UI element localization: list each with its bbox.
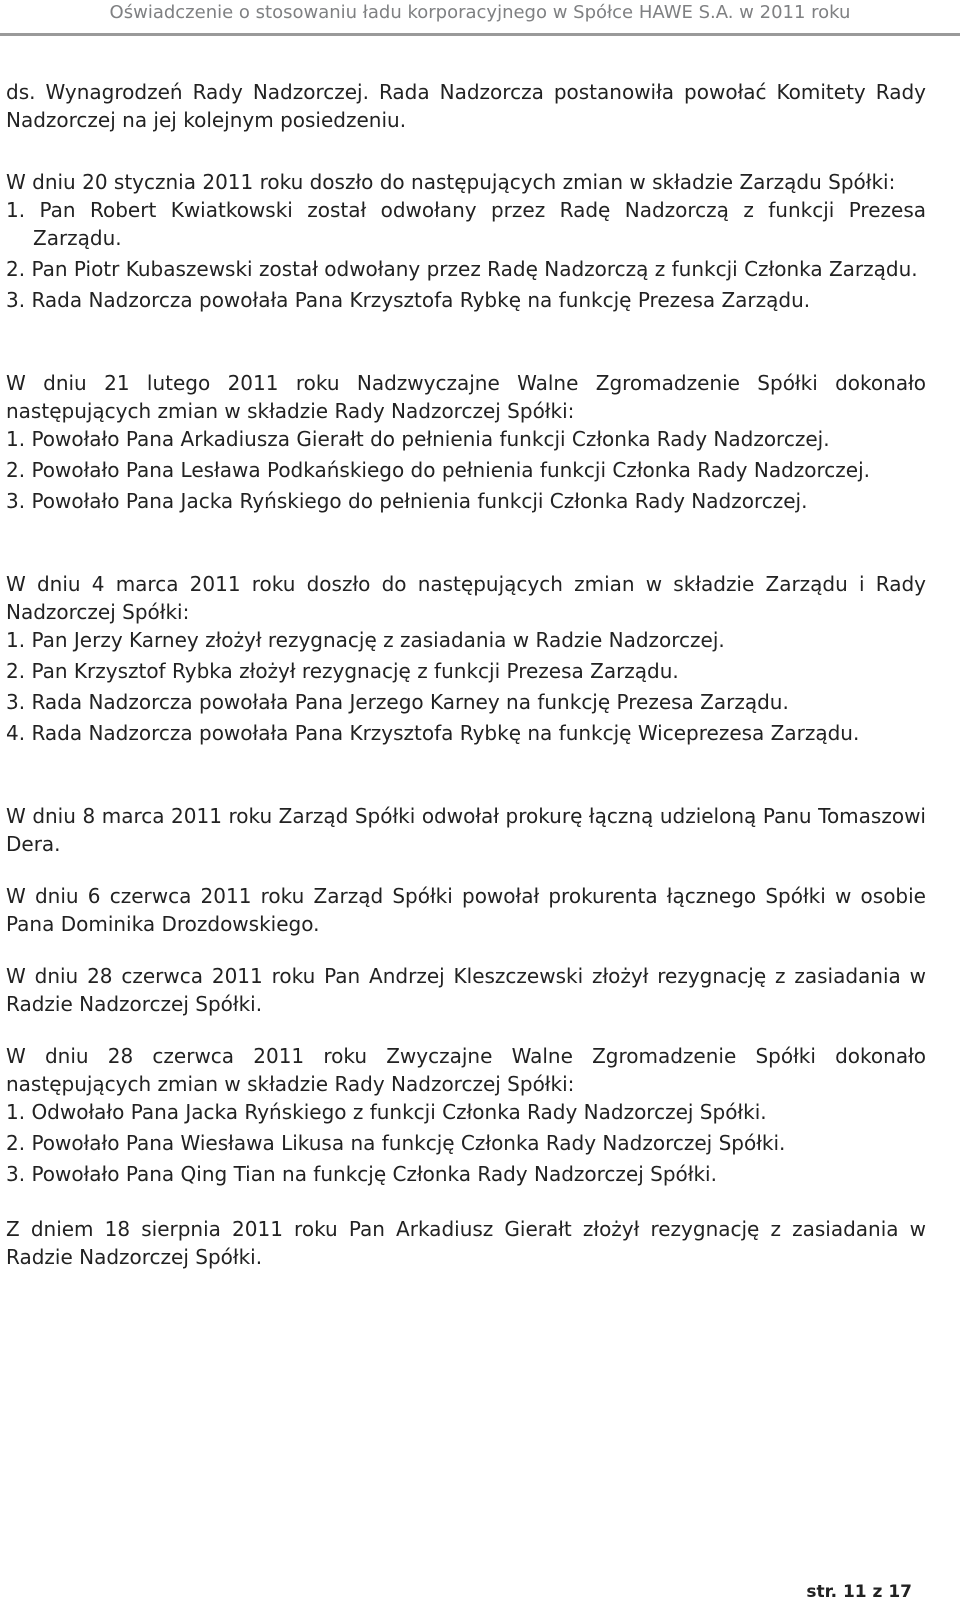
section-agm-changes-june: [6, 1042, 926, 1188]
list-item: 2. Powołało Pana Lesława Podkańskiego do pełnienia funkcji Członka Rady Nadzorczej.: [6, 458, 871, 482]
paragraph-resignation-june: W dniu 28 czerwca 2011 roku Pan Andrzej Kleszczewski złożył rezygnację z zasiadania w Radzie Nadzorczej Spółki.: [6, 964, 926, 1016]
paragraph-proxy-appointed: W dniu 6 czerwca 2011 roku Zarząd Spółki powołał prokurenta łącznego Spółki w osobie Pana Dominika Drozdowskiego.: [6, 884, 926, 936]
section-changes-march: [6, 570, 926, 747]
paragraph-resignation-august: Z dniem 18 sierpnia 2011 roku Pan Arkadiusz Gierałt złożył rezygnację z zasiadania w Radzie Nadzorczej Spółki.: [6, 1217, 926, 1269]
paragraph-remuneration-committee: ds. Wynagrodzeń Rady Nadzorczej. Rada Nadzorcza postanowiła powołać Komitety Rady Nadzorczej na jej kolejnym posiedzeniu.: [6, 80, 926, 132]
document-body: [6, 78, 926, 1271]
list-item: 2. Pan Krzysztof Rybka złożył rezygnację z funkcji Prezesa Zarządu.: [6, 659, 679, 683]
section-board-changes-feb: [6, 369, 926, 515]
list-item: 3. Rada Nadzorcza powołała Pana Jerzego Karney na funkcję Prezesa Zarządu.: [6, 690, 789, 714]
page-number: str. 11 z 17: [806, 1582, 912, 1602]
list-item: 1. Powołało Pana Arkadiusza Gierałt do pełnienia funkcji Członka Rady Nadzorczej.: [6, 427, 830, 451]
list-item: 1. Odwołało Pana Jacka Ryńskiego z funkcji Członka Rady Nadzorczej Spółki.: [6, 1100, 767, 1124]
section-management-changes-jan: [6, 168, 926, 314]
section-intro: W dniu 21 lutego 2011 roku Nadzwyczajne Walne Zgromadzenie Spółki dokonało następujących zmian w składzie Rady Nadzorczej Spółki:: [6, 371, 926, 423]
list-item: 2. Pan Piotr Kubaszewski został odwołany przez Radę Nadzorczą z funkcji Członka Zarządu.: [6, 257, 918, 281]
section-intro: W dniu 20 stycznia 2011 roku doszło do następujących zmian w składzie Zarządu Spółki:: [6, 170, 896, 194]
section-intro: W dniu 28 czerwca 2011 roku Zwyczajne Walne Zgromadzenie Spółki dokonało następujących zmian w składzie Rady Nadzorczej Spółki:: [6, 1044, 926, 1096]
list-item: 3. Powołało Pana Qing Tian na funkcję Członka Rady Nadzorczej Spółki.: [6, 1162, 717, 1186]
list-item: 3. Powołało Pana Jacka Ryńskiego do pełnienia funkcji Członka Rady Nadzorczej.: [6, 489, 808, 513]
page-header: Oświadczenie o stosowaniu ładu korporacyjnego w Spółce HAWE S.A. w 2011 roku: [109, 2, 851, 23]
header-divider: [0, 33, 960, 36]
list-item: 4. Rada Nadzorcza powołała Pana Krzysztofa Rybkę na funkcję Wiceprezesa Zarządu.: [6, 721, 860, 745]
list-item: 2. Powołało Pana Wiesława Likusa na funkcję Członka Rady Nadzorczej Spółki.: [6, 1131, 786, 1155]
section-intro: W dniu 4 marca 2011 roku doszło do następujących zmian w składzie Zarządu i Rady Nadzorczej Spółki:: [6, 572, 926, 624]
list-item: 3. Rada Nadzorcza powołała Pana Krzysztofa Rybkę na funkcję Prezesa Zarządu.: [6, 288, 811, 312]
list-item: 1. Pan Jerzy Karney złożył rezygnację z zasiadania w Radzie Nadzorczej.: [6, 628, 725, 652]
paragraph-proxy-revoked: W dniu 8 marca 2011 roku Zarząd Spółki odwołał prokurę łączną udzieloną Panu Tomaszowi Dera.: [6, 804, 926, 856]
list-item: 1. Pan Robert Kwiatkowski został odwołany przez Radę Nadzorczą z funkcji Prezesa Zarządu.: [6, 198, 926, 250]
